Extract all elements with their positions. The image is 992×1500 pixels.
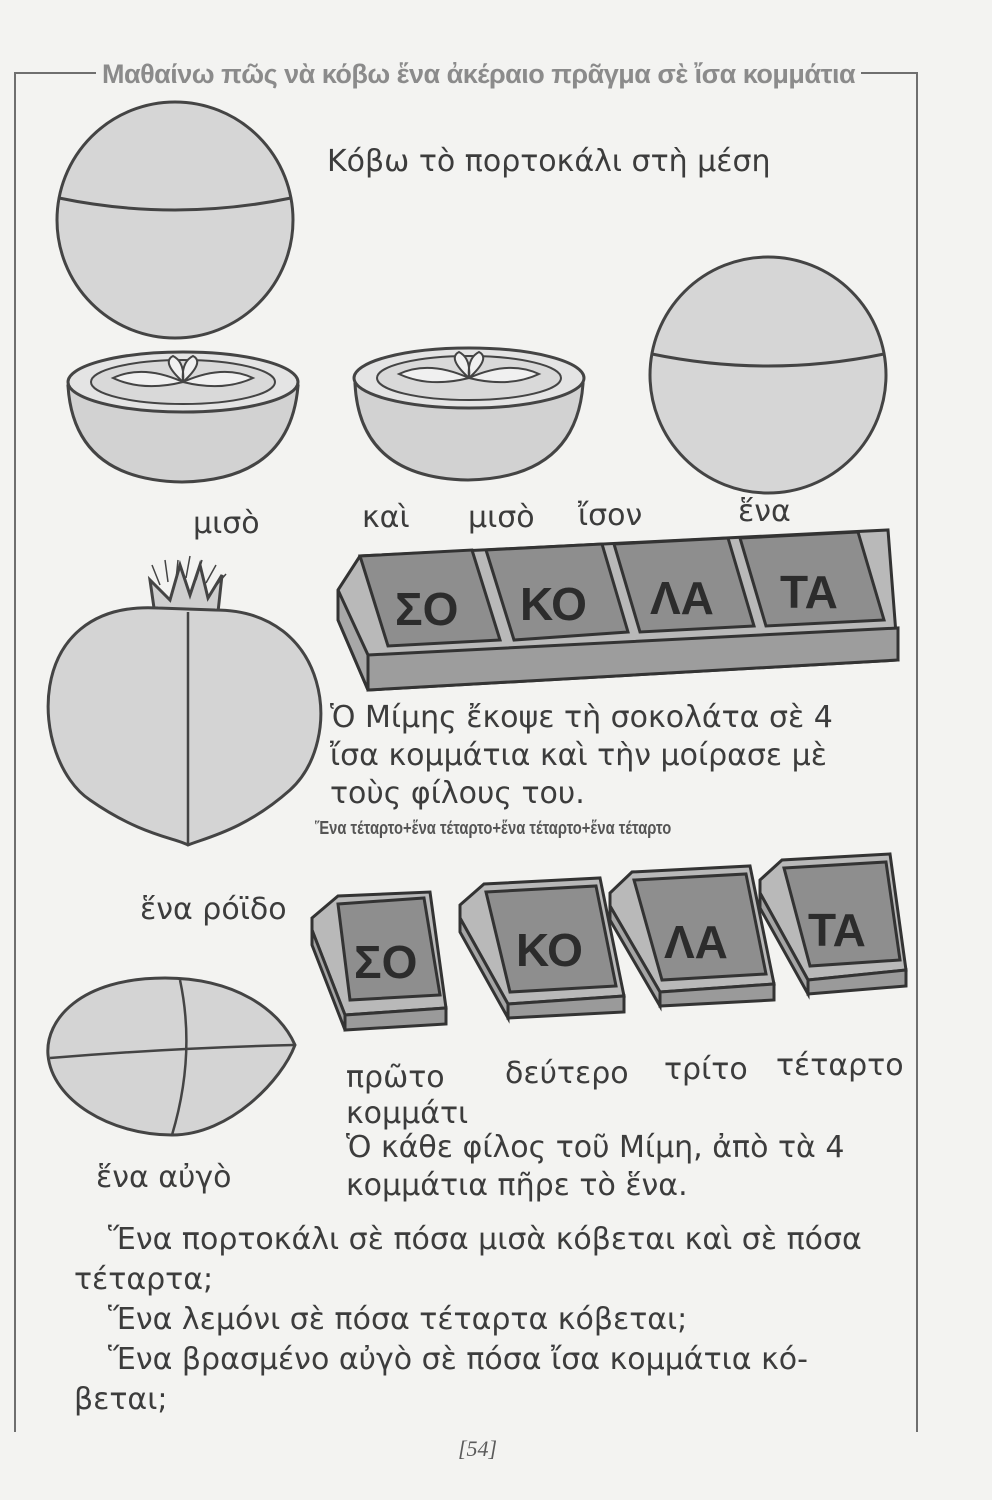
- piece-letter-2: ΚΟ: [516, 924, 583, 976]
- orange-caption: Κόβω τὸ πορτοκάλι στὴ μέση: [327, 144, 771, 179]
- piece-word: κομμάτι: [346, 1096, 469, 1131]
- choc-letter-1: ΣΟ: [395, 583, 459, 635]
- friend-line-2: κομμάτια πῆρε τὸ ἕνα.: [346, 1168, 688, 1203]
- half-word-3: μισὸ: [468, 500, 535, 535]
- piece-letter-4: ΤΑ: [808, 904, 866, 956]
- piece-label-2: δεύτερο: [505, 1056, 629, 1091]
- question-3-cont: βεται;: [74, 1382, 168, 1417]
- mimis-line-1: Ὁ Μίμης ἔκοψε τὴ σοκολάτα σὲ 4: [330, 700, 833, 735]
- pomegranate-label: ἕνα ρόϊδο: [140, 892, 287, 927]
- orange-whole-icon: [57, 102, 293, 338]
- orange-whole-result-icon: [650, 257, 886, 493]
- piece-letter-3: ΛΑ: [664, 916, 728, 968]
- orange-half-left-icon: [68, 352, 298, 482]
- page-number: [54]: [458, 1436, 498, 1461]
- half-word-1: μισὸ: [193, 506, 260, 541]
- half-word-5: ἕνα: [738, 494, 791, 529]
- half-word-2: καὶ: [362, 500, 410, 535]
- piece-label-4: τέταρτο: [776, 1048, 904, 1083]
- choc-letter-3: ΛΑ: [650, 572, 714, 624]
- question-2: Ἕνα λεμόνι σὲ πόσα τέταρτα κόβεται;: [108, 1302, 688, 1337]
- piece-label-3: τρίτο: [664, 1052, 748, 1087]
- mimis-line-3: τοὺς φίλους του.: [330, 776, 585, 811]
- friend-line-1: Ὁ κάθε φίλος τοῦ Μίμη, ἀπὸ τὰ 4: [346, 1130, 845, 1165]
- question-3: Ἕνα βρασμένο αὐγὸ σὲ πόσα ἴσα κομμάτια κό-: [108, 1342, 808, 1377]
- page-title: Μαθαίνω πῶς νὰ κόβω ἕνα ἀκέραιο πρᾶγμα σὲ ἴσα κομμάτια: [96, 54, 861, 94]
- orange-half-right-icon: [354, 348, 584, 480]
- mimis-line-2: ἴσα κομμάτια καὶ τὴν μοίρασε μὲ: [330, 738, 827, 773]
- choc-letter-2: ΚΟ: [520, 578, 587, 630]
- question-1: Ἕνα πορτοκάλι σὲ πόσα μισὰ κόβεται καὶ σὲ πόσα: [108, 1222, 862, 1257]
- egg-label: ἕνα αὐγὸ: [96, 1160, 232, 1195]
- choc-letter-4: ΤΑ: [780, 566, 838, 618]
- question-1-cont: τέταρτα;: [74, 1262, 214, 1297]
- piece-letter-1: ΣΟ: [354, 936, 418, 988]
- half-word-4: ἴσον: [578, 498, 643, 533]
- piece-label-1: πρῶτο: [346, 1060, 445, 1095]
- egg-icon: [48, 978, 295, 1135]
- pomegranate-icon: [48, 556, 321, 845]
- quarters-sum: Ἕνα τέταρτο+ἕνα τέταρτο+ἕνα τέταρτο+ἕνα τέταρτο: [315, 818, 672, 838]
